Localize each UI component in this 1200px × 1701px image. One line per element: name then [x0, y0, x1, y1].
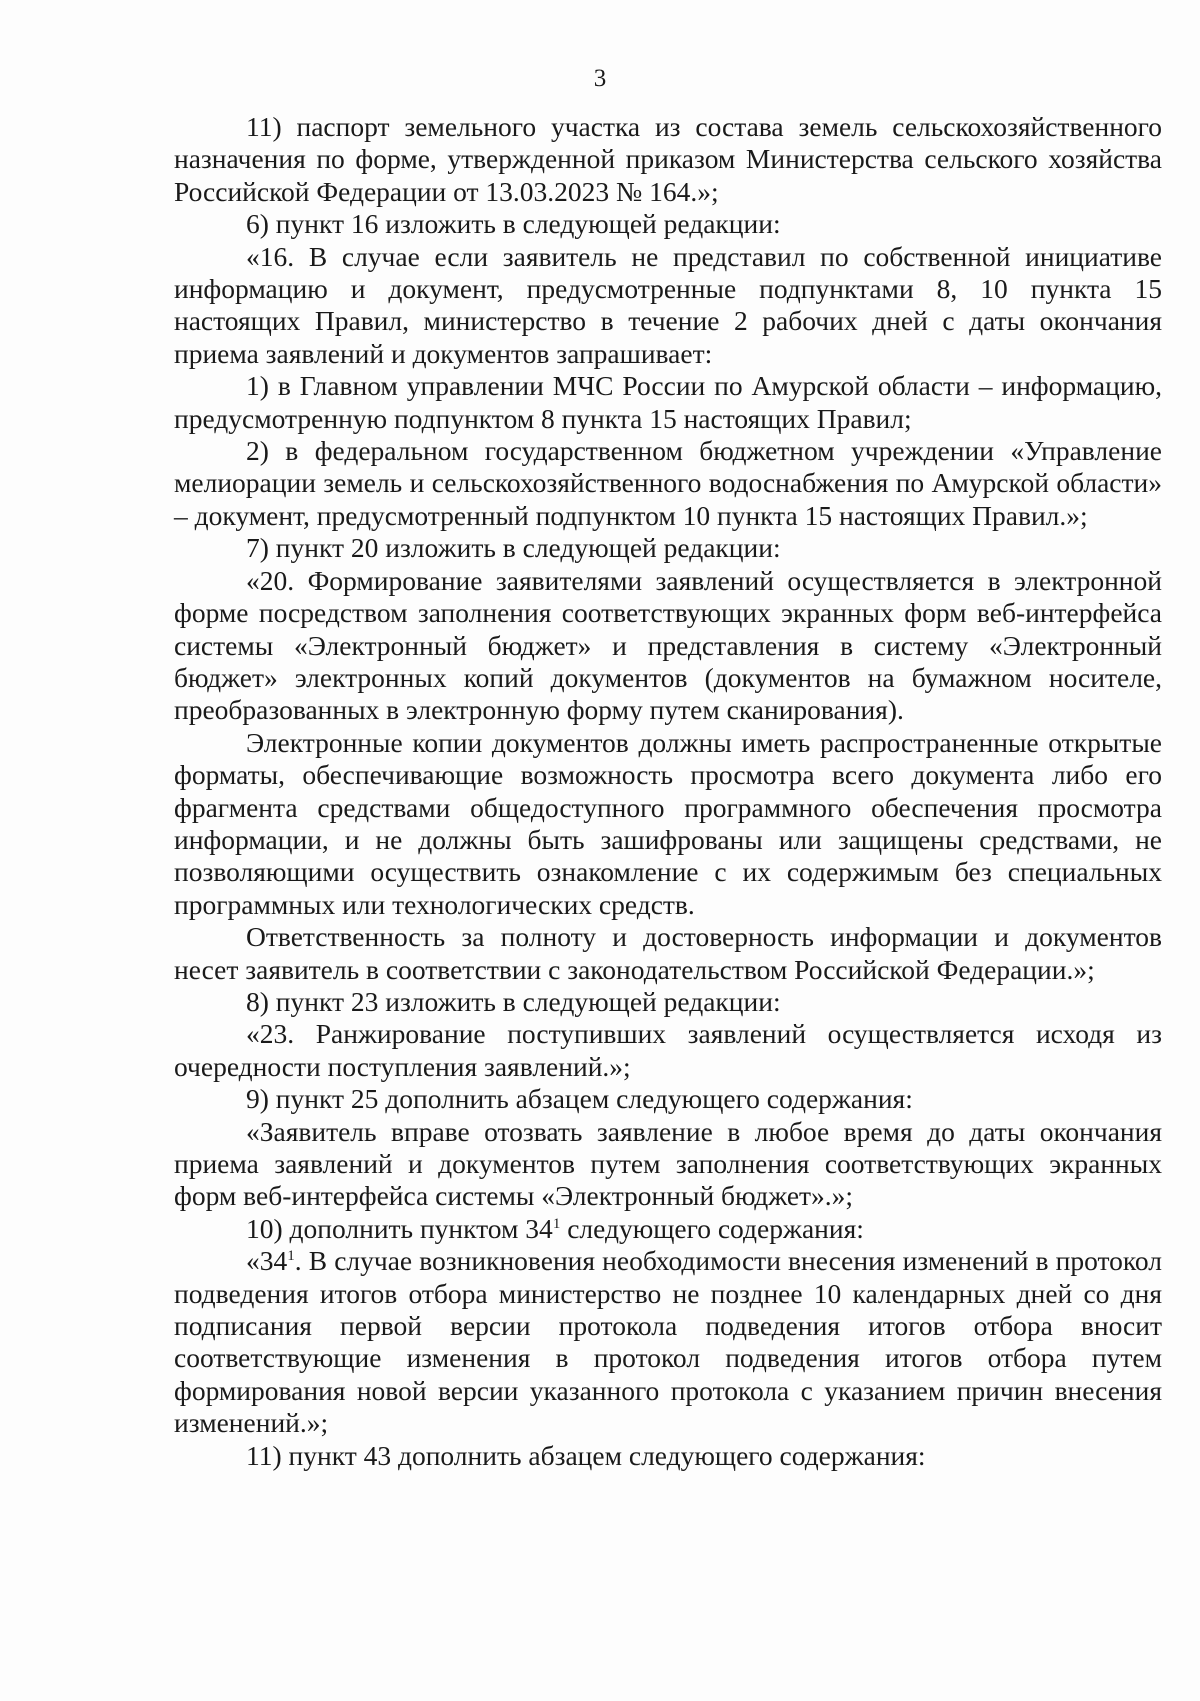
paragraph: «Заявитель вправе отозвать заявление в любое время до даты окончания приема заявлений и документов путем заполнения соответствующих экранных форм веб-интерфейса системы «Электронный бюджет».»; [174, 1115, 1162, 1212]
paragraph: 6) пункт 16 изложить в следующей редакции: [246, 208, 781, 240]
paragraph: 1) в Главном управлении МЧС России по Амурской области – информацию, предусмотренную подпунктом 8 пункта 15 настоящих Правил; [174, 370, 1162, 434]
paragraph [174, 1213, 1162, 1245]
superscript: 1 [552, 1215, 561, 1232]
text-run: . В случае возникновения необходимости внесения изменений в протокол подведения итогов отбора министерство не позднее 10 календарных дней со дня подписания первой версии протокола подведения итогов отбора вносит соответствующие изменения в протокол подведения итогов отбора путем формирования новой версии указанного протокола с указанием причин внесения изменений.»; [174, 1245, 1162, 1439]
paragraph: 11) паспорт земельного участка из состава земель сельскохозяйственного назначения по форме, утвержденной приказом Министерства сельского хозяйства Российской Федерации от 13.03.2023 № 164.»; [174, 111, 1162, 207]
paragraph: 11) пункт 43 дополнить абзацем следующего содержания: [246, 1439, 926, 1471]
paragraph: 8) пункт 23 изложить в следующей редакции: [246, 985, 781, 1017]
paragraph [174, 1245, 1162, 1439]
paragraph: 7) пункт 20 изложить в следующей редакции: [246, 532, 781, 564]
document-body [174, 111, 1162, 1472]
paragraph: 2) в федеральном государственном бюджетном учреждении «Управление мелиорации земель и сельскохозяйственного водоснабжения по Амурской области» – документ, предусмотренный подпунктом 10 пункта 15 настоящих Правил.»; [174, 435, 1162, 531]
superscript: 1 [287, 1248, 295, 1265]
paragraph: Ответственность за полноту и достоверность информации и документов несет заявитель в соответствии с законодательством Российской Федерации.»; [174, 921, 1162, 985]
paragraph: «23. Ранжирование поступивших заявлений осуществляется исходя из очередности поступления заявлений.»; [174, 1018, 1162, 1082]
paragraph: «20. Формирование заявителями заявлений осуществляется в электронной форме посредством заполнения соответствующих экранных форм веб-интерфейса системы «Электронный бюджет» и представления в систему «Электронный бюджет» электронных копий документов (документов на бумажном носителе, преобразованных в электронную форму путем сканирования). [174, 564, 1162, 726]
text-run: следующего содержания: [560, 1212, 864, 1244]
text-run: 10) дополнить пунктом 34 [246, 1212, 553, 1244]
text-run: «34 [246, 1245, 288, 1277]
paragraph: 9) пункт 25 дополнить абзацем следующего содержания: [246, 1083, 913, 1115]
page-number: 3 [593, 65, 607, 92]
paragraph: «16. В случае если заявитель не представил по собственной инициативе информацию и документ, предусмотренные подпунктами 8, 10 пункта 15 настоящих Правил, министерство в течение 2 рабочих дней с даты окончания приема заявлений и документов запрашивает: [174, 240, 1162, 369]
paragraph: Электронные копии документов должны иметь распространенные открытые форматы, обеспечивающие возможность просмотра всего документа либо его фрагмента средствами общедоступного программного обеспечения просмотра информации, и не должны быть зашифрованы или защищены средствами, не позволяющими осуществить ознакомление с их содержимым без специальных программных или технологических средств. [174, 726, 1162, 920]
